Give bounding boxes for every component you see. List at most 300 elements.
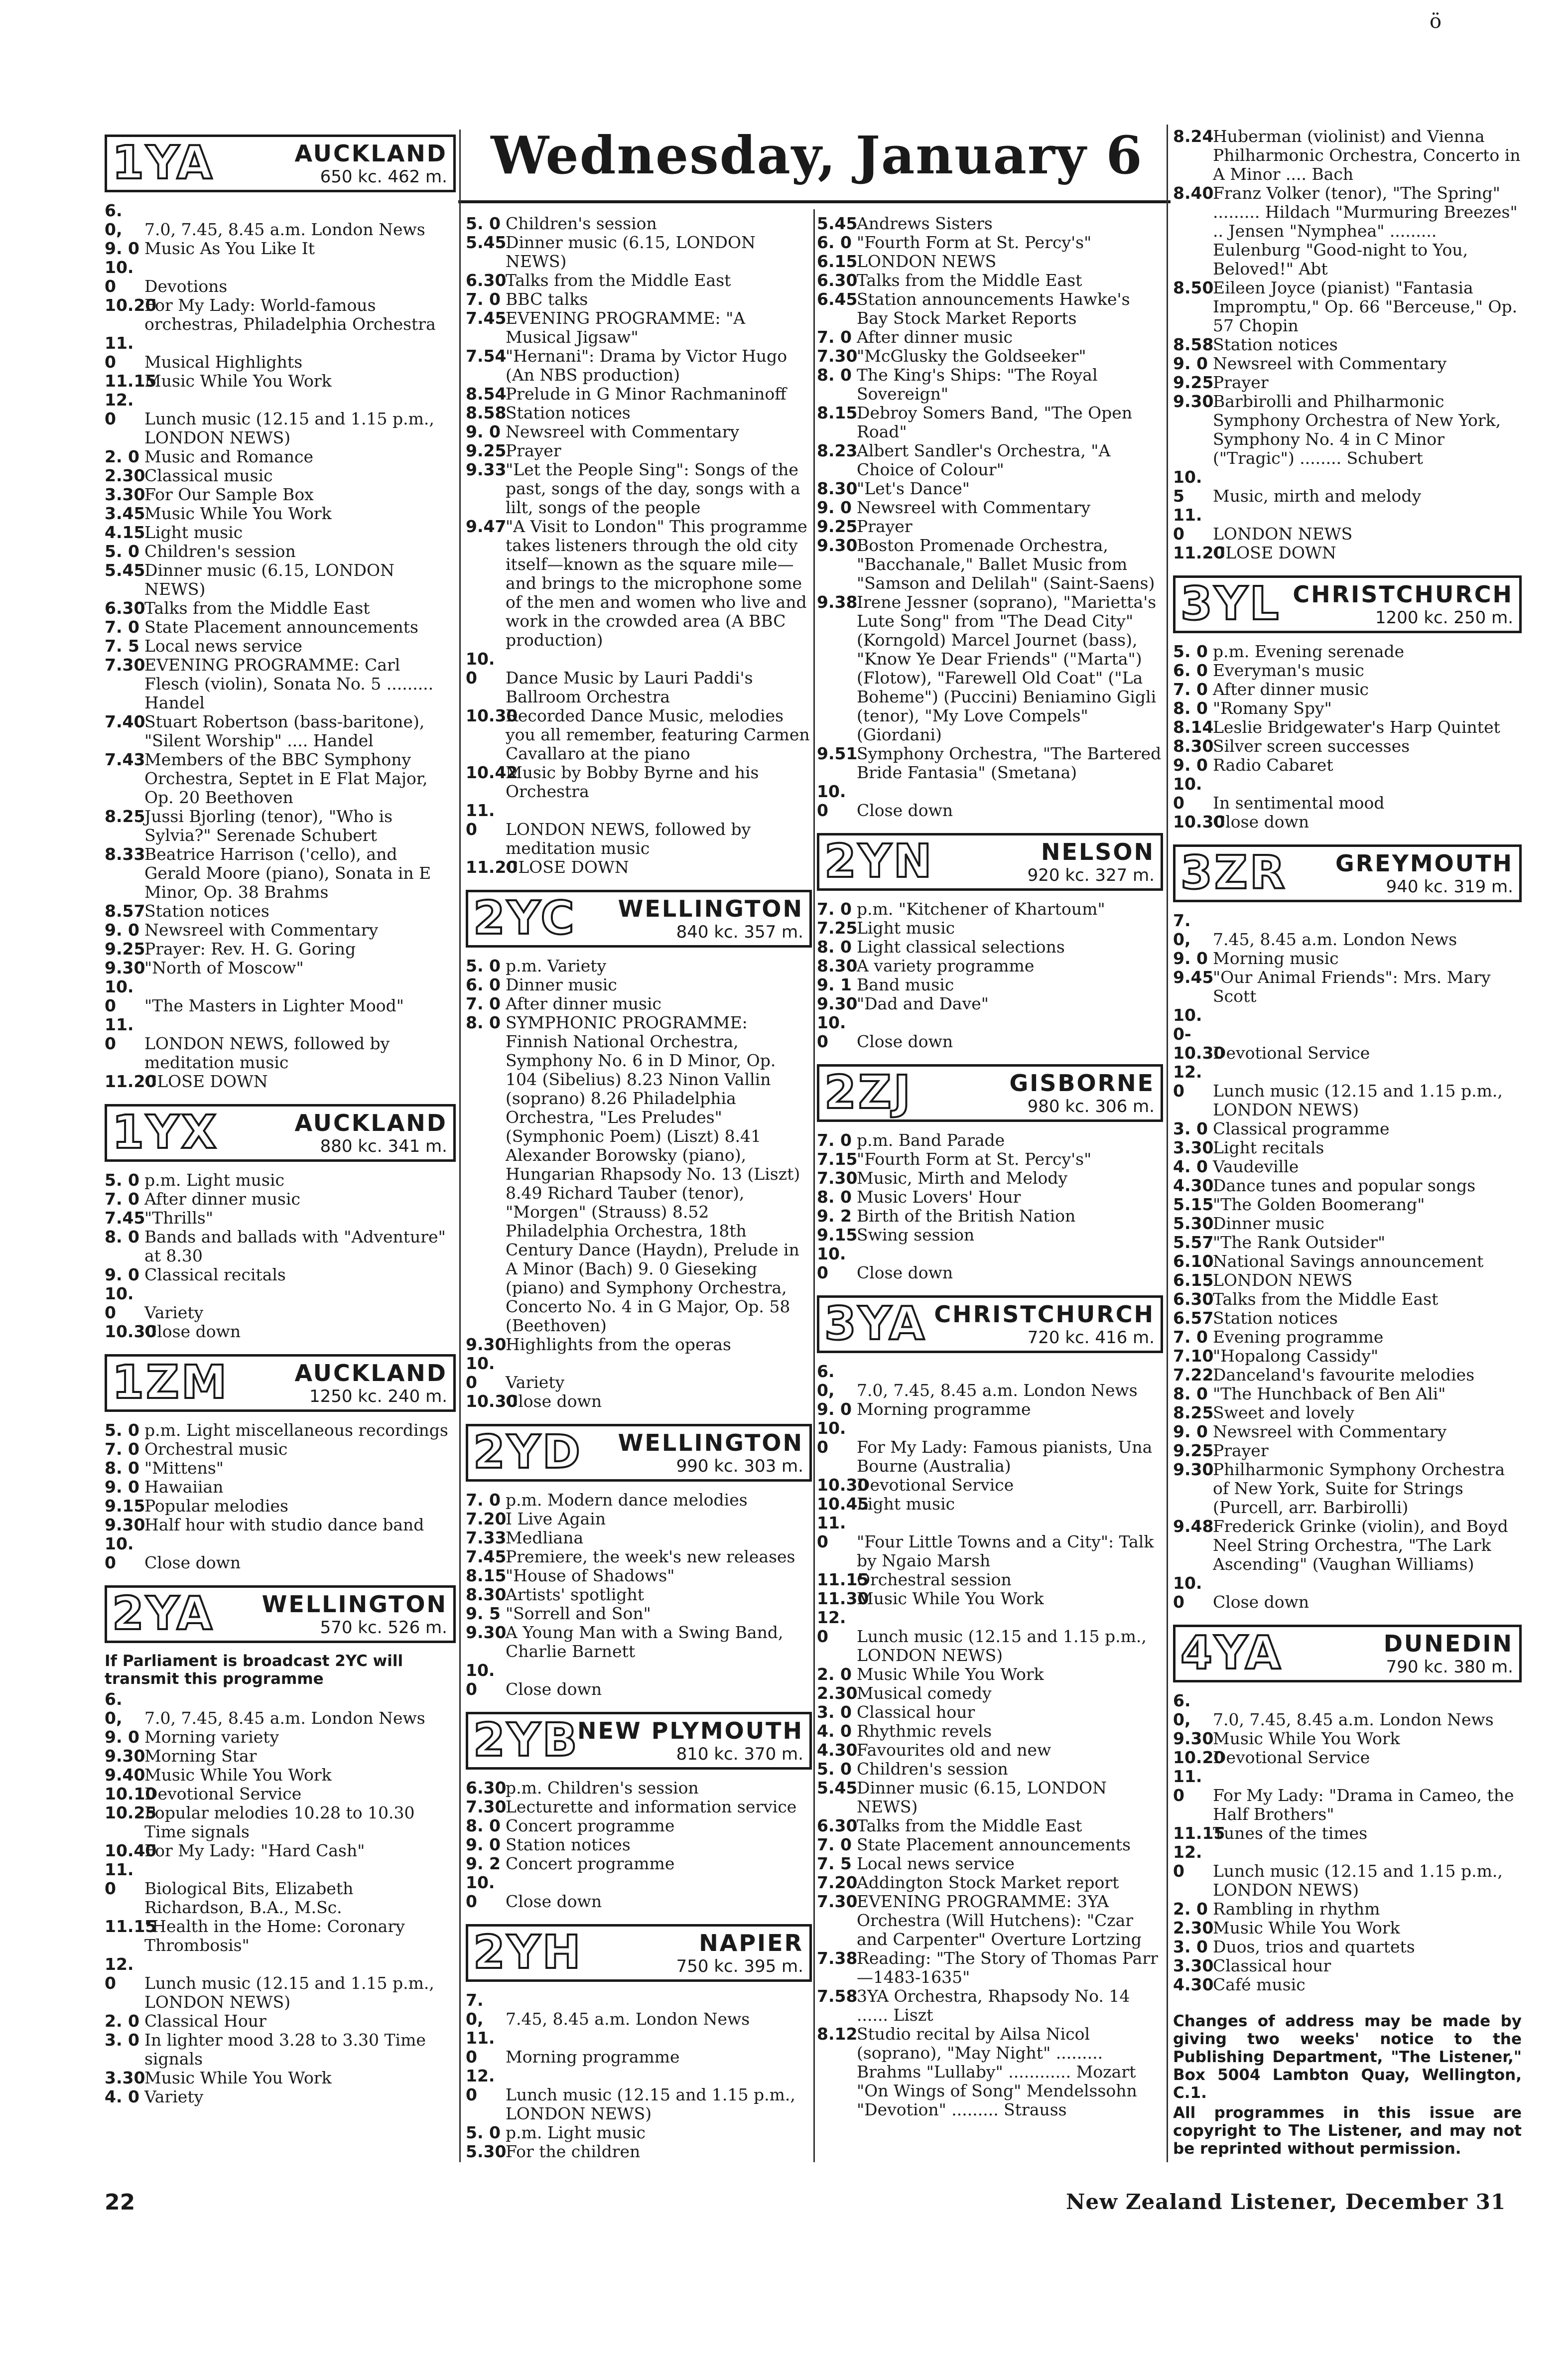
programme-entry <box>1173 1347 1522 1366</box>
programme-entry <box>1173 642 1522 661</box>
programme-entry <box>1173 468 1522 506</box>
programme-entry <box>466 1335 812 1354</box>
programme-time: 11. 0 <box>466 801 495 839</box>
programme-entry <box>1173 718 1522 737</box>
programme-entry <box>817 1169 1163 1188</box>
programme-time: 7.22 <box>1173 1365 1214 1385</box>
programme-title: In lighter mood 3.28 to 3.30 Time signals <box>144 2030 426 2069</box>
programme-entry <box>105 504 456 523</box>
programme-title: Andrews Sisters <box>857 214 993 233</box>
programme-time: 5. 0 <box>1173 642 1208 661</box>
programme-title: "Let's Dance" <box>857 479 970 498</box>
programme-title: Recorded Dance Music, melodies you all remember, featuring Carmen Cavallaro at the piano <box>506 706 810 763</box>
programme-title: Morning programme <box>506 2047 680 2067</box>
programme-time: 9. 0 <box>817 498 852 517</box>
programme-time: 12. 0 <box>1173 1842 1202 1881</box>
programme-title: "Thrills" <box>144 1208 213 1228</box>
programme-time: 12. 0 <box>817 1608 846 1646</box>
station-frequency: 810 kc. 370 m. <box>676 1744 803 1764</box>
programme-list-2yc <box>466 957 812 1411</box>
programme-title: CLOSE DOWN <box>144 1072 268 1091</box>
programme-time: 7.45 <box>105 1208 145 1228</box>
programme-time: 8.30 <box>817 479 858 498</box>
programme-time: 8.30 <box>817 956 858 975</box>
programme-entry <box>1173 1403 1522 1422</box>
programme-entry <box>1173 1366 1522 1385</box>
programme-title: LONDON NEWS <box>1213 1270 1353 1290</box>
corner-mark: ö <box>1430 10 1442 33</box>
programme-entry <box>105 1322 456 1341</box>
programme-time: 2. 0 <box>1173 1899 1208 1919</box>
programme-time: 7. 0 <box>105 1439 139 1459</box>
programme-title: Prayer <box>1213 373 1269 392</box>
programme-title: Radio Cabaret <box>1213 755 1333 775</box>
programme-title: Close down <box>144 1553 241 1572</box>
programme-time: 7.30 <box>817 1892 858 1911</box>
programme-time: 5. 0 <box>105 1420 139 1440</box>
programme-entry <box>817 1131 1163 1150</box>
programme-title: Devotional Service <box>857 1475 1014 1495</box>
programme-entry <box>817 517 1163 536</box>
programme-title: p.m. Modern dance melodies <box>506 1490 748 1510</box>
station-banner-2yd <box>466 1424 812 1482</box>
programme-entry <box>1173 354 1522 373</box>
station-city: AUCKLAND <box>294 1109 447 1136</box>
programme-title: For My Lady: "Hard Cash" <box>144 1841 365 1860</box>
programme-entry <box>466 404 812 422</box>
programme-time: 6.30 <box>817 271 858 290</box>
programme-title: Huberman (violinist) and Vienna Philharmonic Orchestra, Concerto in A Minor .... Bach <box>1213 127 1521 184</box>
programme-entry <box>1173 661 1522 680</box>
programme-time: 11.20 <box>1173 543 1225 562</box>
programme-title: Light classical selections <box>857 937 1065 957</box>
programme-entry <box>466 517 812 650</box>
programme-entry <box>817 900 1163 919</box>
programme-time: 12. 0 <box>105 390 134 428</box>
programme-entry <box>817 1013 1163 1051</box>
programme-time: 2. 0 <box>817 1664 852 1684</box>
programme-entry <box>1173 775 1522 813</box>
programme-title: Newsreel with Commentary <box>144 920 379 940</box>
station-frequency: 920 kc. 327 m. <box>1027 865 1155 885</box>
programme-title: Children's session <box>857 1759 1008 1779</box>
programme-entry <box>466 1585 812 1604</box>
programme-time: 8.57 <box>105 901 145 921</box>
station-call-sign: 1ZM <box>112 1356 229 1409</box>
programme-title: Philharmonic Symphony Orchestra of New York, Suite for Strings (Purcell, arr. Barbirolli) <box>1213 1460 1505 1517</box>
programme-time: 4.30 <box>1173 1975 1214 1994</box>
programme-entry <box>1173 1290 1522 1309</box>
station-frequency: 990 kc. 303 m. <box>676 1456 803 1476</box>
programme-entry <box>466 385 812 404</box>
programme-title: p.m. Light music <box>506 2123 646 2142</box>
programme-title: Prayer <box>506 441 561 460</box>
publication-footer: New Zealand Listener, December 31 <box>1066 2190 1506 2214</box>
programme-entry <box>817 404 1163 441</box>
programme-title: I Live Again <box>506 1509 606 1528</box>
programme-title: Duos, trios and quartets <box>1213 1937 1415 1956</box>
programme-time: 3. 0 <box>817 1702 852 1722</box>
programme-time: 7. 0 <box>1173 1327 1208 1347</box>
programme-entry <box>466 1798 812 1816</box>
programme-title: Close down <box>144 1322 241 1341</box>
programme-time: 3.45 <box>105 504 145 523</box>
programme-title: Classical programme <box>1213 1119 1390 1138</box>
programme-entry <box>1173 127 1522 184</box>
programme-time: 9.45 <box>1173 968 1214 987</box>
programme-entry <box>105 296 456 334</box>
programme-title: Dance Music by Lauri Paddi's Ballroom Orchestra <box>506 668 753 706</box>
programme-entry <box>1173 813 1522 832</box>
programme-entry <box>1173 1385 1522 1403</box>
programme-entry <box>105 1421 456 1440</box>
programme-entry <box>817 1150 1163 1169</box>
programme-title: Morning Star <box>144 1746 257 1766</box>
programme-title: Music While You Work <box>144 1765 332 1785</box>
station-call-sign: 2YA <box>112 1587 215 1640</box>
programme-title: Light music <box>857 918 955 938</box>
programme-entry <box>105 1478 456 1497</box>
programme-title: Music and Romance <box>144 447 313 466</box>
programme-entry <box>1173 1517 1522 1574</box>
programme-entry <box>105 1072 456 1091</box>
programme-entry <box>105 921 456 940</box>
programme-entry <box>466 1854 812 1873</box>
programme-title: Café music <box>1213 1975 1306 1994</box>
programme-time: 9. 0 <box>105 920 139 940</box>
station-city: AUCKLAND <box>294 140 447 167</box>
programme-time: 11.15 <box>1173 1823 1225 1843</box>
programme-title: For My Lady: World-famous orchestras, Philadelphia Orchestra <box>144 295 436 334</box>
programme-title: State Placement announcements <box>144 617 418 637</box>
programme-entry <box>1173 949 1522 968</box>
programme-entry <box>817 1188 1163 1207</box>
programme-time: 3.30 <box>105 2068 145 2087</box>
programme-title: 7.45, 8.45 a.m. London News <box>1213 930 1457 949</box>
programme-time: 3. 0 <box>1173 1119 1208 1138</box>
programme-time: 9.30 <box>105 1515 145 1534</box>
programme-entry <box>105 466 456 485</box>
programme-title: Favourites old and new <box>857 1740 1051 1760</box>
programme-title: Newsreel with Commentary <box>1213 354 1447 373</box>
programme-title: EVENING PROGRAMME: Carl Flesch (violin), Sonata No. 5 ......... Handel <box>144 655 434 712</box>
programme-time: 6. 0 <box>466 975 501 994</box>
programme-entry <box>466 1547 812 1566</box>
programme-entry <box>817 2025 1163 2119</box>
programme-title: Frederick Grinke (violin), and Boyd Neel String Orchestra, "The Lark Ascending" (Vaughan Williams) <box>1213 1517 1508 1574</box>
programme-entry <box>817 328 1163 347</box>
programme-title: Tunes of the times <box>1213 1823 1368 1843</box>
programme-title: "Hopalong Cassidy" <box>1213 1346 1379 1366</box>
column-4 <box>1173 127 1522 2160</box>
programme-title: LONDON NEWS <box>1213 524 1353 544</box>
programme-time: 10. 0 <box>105 977 134 1015</box>
programme-time: 8. 0 <box>1173 698 1208 718</box>
station-frequency: 750 kc. 395 m. <box>676 1956 803 1976</box>
programme-entry <box>1173 1195 1522 1214</box>
programme-entry <box>105 845 456 902</box>
programme-entry <box>817 271 1163 290</box>
programme-title: Close down <box>506 1679 602 1699</box>
programme-time: 10.42 <box>466 763 518 782</box>
programme-entry <box>466 2123 812 2142</box>
programme-entry <box>817 1949 1163 1987</box>
programme-entry <box>817 1608 1163 1665</box>
programme-title: Eileen Joyce (pianist) "Fantasia Impromptu," Op. 66 "Berceuse," Op. 57 Chopin <box>1213 278 1518 335</box>
programme-title: Lecturette and information service <box>506 1797 797 1816</box>
programme-title: "Four Little Towns and a City": Talk by Ngaio Marsh <box>857 1532 1154 1570</box>
programme-title: Music While You Work <box>857 1589 1044 1608</box>
station-banner-3zr <box>1173 844 1522 902</box>
programme-time: 5.30 <box>466 2142 507 2161</box>
programme-time: 8.14 <box>1173 717 1214 737</box>
programme-title: State Placement announcements <box>857 1835 1131 1854</box>
programme-title: Devotional Service <box>1213 1748 1370 1767</box>
programme-time: 9.30 <box>1173 392 1214 411</box>
programme-time: 5. 0 <box>105 1170 139 1190</box>
programme-entry <box>1173 544 1522 562</box>
programme-title: 7.45, 8.45 a.m. London News <box>506 2009 750 2029</box>
programme-title: Members of the BBC Symphony Orchestra, Septet in E Flat Major, Op. 20 Beethoven <box>144 750 428 807</box>
programme-time: 4.30 <box>817 1740 858 1760</box>
programme-title: CLOSE DOWN <box>506 857 629 877</box>
station-city: GISBORNE <box>1009 1070 1155 1097</box>
programme-time: 11.15 <box>105 1917 157 1936</box>
station-city: NEW PLYMOUTH <box>577 1717 803 1744</box>
programme-time: 8.25 <box>105 807 145 826</box>
programme-time: 5. 0 <box>466 956 501 975</box>
programme-list-2yh-continued <box>817 214 1163 820</box>
programme-entry <box>105 2087 456 2106</box>
programme-title: Station notices <box>1213 1308 1338 1328</box>
programme-title: "Sorrell and Son" <box>506 1604 651 1623</box>
programme-title: EVENING PROGRAMME: "A Musical Jigsaw" <box>506 308 746 347</box>
station-banner-3ya <box>817 1295 1163 1353</box>
programme-title: Newsreel with Commentary <box>506 422 740 441</box>
programme-time: 9. 2 <box>466 1854 501 1873</box>
programme-time: 9.15 <box>105 1496 145 1516</box>
programme-time: 9.25 <box>817 517 858 536</box>
programme-time: 7. 0 <box>105 1189 139 1209</box>
programme-time: 8. 0 <box>817 365 852 385</box>
programme-entry <box>1173 1691 1522 1729</box>
programme-time: 9.30 <box>105 1746 145 1766</box>
programme-title: p.m. Children's session <box>506 1778 699 1798</box>
programme-time: 8.33 <box>105 844 145 864</box>
programme-title: Variety <box>144 2087 204 2106</box>
programme-title: Close down <box>1213 1592 1309 1612</box>
programme-title: 7.0, 7.45, 8.45 a.m. London News <box>144 1708 425 1728</box>
programme-time: 9.25 <box>105 939 145 959</box>
programme-entry <box>105 902 456 921</box>
programme-list-1ya <box>105 201 456 1091</box>
station-city: CHRISTCHURCH <box>1293 581 1513 608</box>
programme-entry <box>105 1440 456 1459</box>
station-city: WELLINGTON <box>261 1591 447 1618</box>
programme-time: 10.30 <box>466 1391 518 1411</box>
programme-time: 7. 0 <box>817 899 852 919</box>
programme-time: 9.25 <box>1173 373 1214 392</box>
programme-time: 9.48 <box>1173 1517 1214 1536</box>
programme-time: 9. 0 <box>1173 354 1208 373</box>
programme-time: 3.30 <box>1173 1138 1214 1157</box>
station-call-sign: 3ZR <box>1180 846 1287 899</box>
programme-time: 9. 5 <box>466 1604 501 1623</box>
programme-entry <box>817 1779 1163 1816</box>
programme-time: 8.23 <box>817 441 858 460</box>
programme-title: Lunch music (12.15 and 1.15 p.m., LONDON NEWS) <box>1213 1081 1503 1119</box>
programme-time: 7. 5 <box>817 1854 852 1873</box>
programme-title: Talks from the Middle East <box>1213 1289 1438 1309</box>
station-call-sign: 4YA <box>1180 1626 1283 1679</box>
programme-entry <box>105 1728 456 1747</box>
programme-title: Half hour with studio dance band <box>144 1515 424 1534</box>
programme-time: 6. 0 <box>1173 661 1208 680</box>
programme-time: 7. 0, <box>466 1990 484 2029</box>
programme-time: 7.30 <box>817 346 858 366</box>
programme-entry <box>466 1510 812 1528</box>
programme-time: 6.30 <box>1173 1289 1214 1309</box>
programme-time: 11. 0 <box>105 333 134 372</box>
programme-list-2yd <box>466 1491 812 1699</box>
programme-time: 7.15 <box>817 1149 858 1169</box>
programme-title: Barbirolli and Philharmonic Symphony Orchestra of New York, Symphony No. 4 in C Minor ("Tragic") ........ Schubert <box>1213 392 1501 468</box>
programme-title: After dinner music <box>857 327 1013 347</box>
programme-time: 7.20 <box>466 1509 507 1528</box>
programme-title: Concert programme <box>506 1854 675 1873</box>
programme-time: 10.25 <box>105 1803 157 1822</box>
programme-entry <box>105 542 456 561</box>
programme-title: 7.0, 7.45, 8.45 a.m. London News <box>1213 1710 1494 1729</box>
programme-title: LONDON NEWS <box>857 252 997 271</box>
programme-title: Beatrice Harrison ('cello), and Gerald Moore (piano), Sonata in E Minor, Op. 38 Brahms <box>144 844 431 902</box>
programme-title: Station notices <box>1213 335 1338 354</box>
programme-entry <box>105 1228 456 1265</box>
programme-title: Jussi Bjorling (tenor), "Who is Sylvia?" Serenade Schubert <box>144 807 393 845</box>
station-frequency: 720 kc. 416 m. <box>1027 1328 1155 1348</box>
programme-entry <box>817 1362 1163 1400</box>
programme-time: 11.20 <box>466 857 518 877</box>
station-frequency: 1200 kc. 250 m. <box>1375 608 1513 628</box>
programme-title: Light recitals <box>1213 1138 1324 1157</box>
programme-title: p.m. Variety <box>506 956 607 975</box>
station-frequency: 880 kc. 341 m. <box>320 1136 447 1156</box>
programme-entry <box>105 334 456 372</box>
programme-list-2yb <box>466 1779 812 1911</box>
programme-entry <box>105 1534 456 1572</box>
programme-title: Swing session <box>857 1225 975 1245</box>
programme-time: 7.45 <box>466 308 507 328</box>
programme-title: p.m. Band Parade <box>857 1130 1005 1150</box>
station-frequency: 790 kc. 380 m. <box>1386 1657 1513 1677</box>
programme-time: 8.50 <box>1173 278 1214 297</box>
programme-time: 7.38 <box>817 1948 858 1968</box>
programme-time: 11.20 <box>105 1072 157 1091</box>
station-city: NELSON <box>1041 838 1155 865</box>
programme-title: 3YA Orchestra, Rhapsody No. 14 ...... Liszt <box>857 1986 1130 2025</box>
programme-time: 4.15 <box>105 523 145 542</box>
programme-time: 4. 0 <box>105 2087 139 2106</box>
programme-entry <box>105 485 456 504</box>
page-title: Wednesday, January 6 <box>491 125 1143 186</box>
column-3 <box>817 214 1163 2119</box>
programme-time: 7.10 <box>1173 1346 1214 1366</box>
station-call-sign: 1YX <box>112 1106 219 1159</box>
programme-time: 9.30 <box>817 994 858 1013</box>
programme-entry <box>105 1190 456 1209</box>
programme-entry <box>817 214 1163 233</box>
programme-title: Hawaiian <box>144 1477 224 1497</box>
programme-entry <box>817 1495 1163 1514</box>
programme-entry <box>817 1207 1163 1226</box>
programme-title: Music While You Work <box>1213 1729 1400 1748</box>
programme-time: 9. 0 <box>1173 755 1208 775</box>
programme-title: Sweet and lovely <box>1213 1403 1354 1422</box>
programme-title: Symphony Orchestra, "The Bartered Bride Fantasia" (Smetana) <box>857 744 1162 782</box>
programme-entry <box>1173 278 1522 335</box>
programme-time: 5.15 <box>1173 1195 1214 1214</box>
programme-time: 11.15 <box>817 1570 869 1589</box>
programme-entry <box>105 1841 456 1860</box>
station-call-sign: 2ZJ <box>824 1066 913 1119</box>
programme-entry <box>817 744 1163 782</box>
programme-entry <box>817 536 1163 593</box>
programme-title: Morning music <box>1213 949 1339 968</box>
programme-entry <box>105 239 456 258</box>
programme-entry <box>817 1665 1163 1684</box>
programme-entry <box>1173 1441 1522 1460</box>
programme-title: Close down <box>506 1391 602 1411</box>
programme-time: 5. 0 <box>105 542 139 561</box>
programme-time: 6.30 <box>817 1816 858 1835</box>
programme-title: Rhythmic revels <box>857 1721 992 1741</box>
programme-entry <box>1173 968 1522 1006</box>
programme-entry <box>817 1873 1163 1892</box>
programme-title: For My Lady: Famous pianists, Una Bourne (Australia) <box>857 1437 1153 1476</box>
programme-time: 8.40 <box>1173 183 1214 203</box>
programme-time: 8.58 <box>1173 335 1214 354</box>
programme-title: "House of Shadows" <box>506 1566 675 1585</box>
programme-entry <box>817 1684 1163 1703</box>
station-banner-2yn <box>817 833 1163 891</box>
programme-list-2yn <box>817 900 1163 1051</box>
programme-time: 6.30 <box>466 1778 507 1798</box>
programme-title: Prayer: Rev. H. G. Goring <box>144 939 356 959</box>
programme-entry <box>466 1816 812 1835</box>
station-banner-1zm <box>105 1354 456 1412</box>
programme-time: 10.30 <box>817 1475 869 1495</box>
programme-time: 9. 0 <box>466 1835 501 1854</box>
programme-time: 9.47 <box>466 517 507 536</box>
programme-entry <box>1173 699 1522 718</box>
programme-entry <box>466 1661 812 1699</box>
programme-time: 8.30 <box>466 1585 507 1604</box>
programme-time: 8. 0 <box>1173 1384 1208 1403</box>
station-city: WELLINGTON <box>618 895 803 922</box>
programme-time: 5.45 <box>817 214 858 233</box>
programme-time: 7. 0 <box>105 617 139 637</box>
programme-time: 2.30 <box>1173 1918 1214 1938</box>
programme-title: Dinner music (6.15, LONDON NEWS) <box>506 233 756 271</box>
programme-time: 4. 0 <box>817 1721 852 1741</box>
programme-entry <box>466 858 812 877</box>
programme-title: "Romany Spy" <box>1213 698 1332 718</box>
programme-entry <box>105 618 456 637</box>
programme-entry <box>1173 1328 1522 1347</box>
programme-time: 10.30 <box>1173 812 1225 832</box>
programme-entry <box>1173 1938 1522 1956</box>
programme-title: Prayer <box>857 517 913 536</box>
